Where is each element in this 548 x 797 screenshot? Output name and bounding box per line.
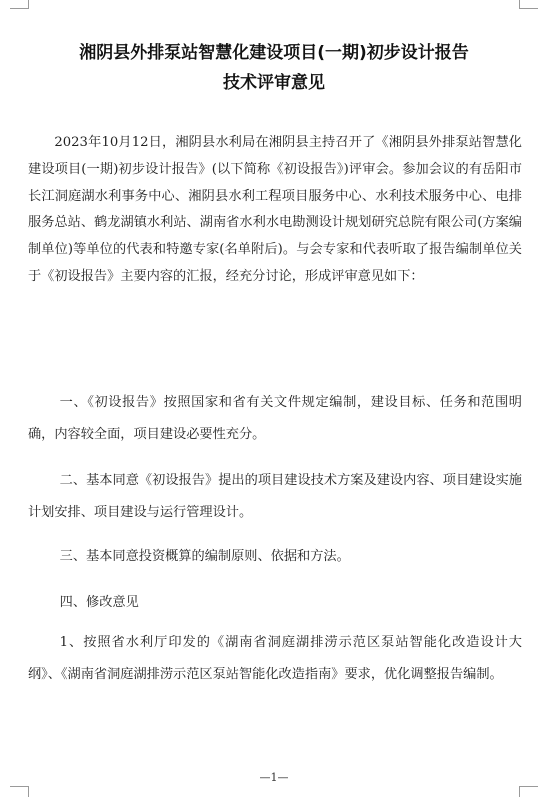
opinion-paragraph-2: 二、基本同意《初设报告》提出的项目建设技术方案及建设内容、项目建设实施计划安排、项目建设与运行管理设计。 [28,473,522,520]
crop-mark-top-right [519,0,538,9]
page-number: —1— [259,771,289,784]
document-title-line-2: 技术评审意见 [223,73,325,93]
opinion-paragraph-3: 三、基本同意投资概算的编制原则、依据和方法。 [59,549,350,564]
crop-mark-bottom-right [519,786,538,797]
revision-item-1: 1、按照省水利厅印发的《湖南省洞庭湖排涝示范区泵站智能化改造设计大纲》、《湖南省洞庭湖排涝示范区泵站智能化改造指南》要求，优化调整报告编制。 [28,635,522,682]
opinion-heading-4: 四、修改意见 [59,595,139,610]
opinion-paragraph-1: 一、《初设报告》按照国家和省有关文件规定编制，建设目标、任务和范围明确，内容较全面，项目建设必要性充分。 [28,395,522,442]
crop-mark-top-left [10,0,29,9]
document-title-line-1: 湘阴县外排泵站智慧化建设项目(一期)初步设计报告 [79,43,469,63]
crop-mark-bottom-left [10,786,29,797]
intro-paragraph: 2023年10月12日，湘阴县水利局在湘阴县主持召开了《湘阴县外排泵站智慧化建设项目(一期)初步设计报告》(以下简称《初设报告》)评审会。参加会议的有岳阳市长江洞庭湖水利事务中心、湘阴县水利工程项目服务中心、水利技术服务中心、电排服务总站、鹤龙湖镇水利站、湖南省水利水电勘测设计规划研究总院有限公司(方案编制单位)等单位的代表和特邀专家(名单附后)。与会专家和代表听取了报告编制单位关于《初设报告》主要内容的汇报，经充分讨论，形成评审意见如下： [28,135,522,284]
